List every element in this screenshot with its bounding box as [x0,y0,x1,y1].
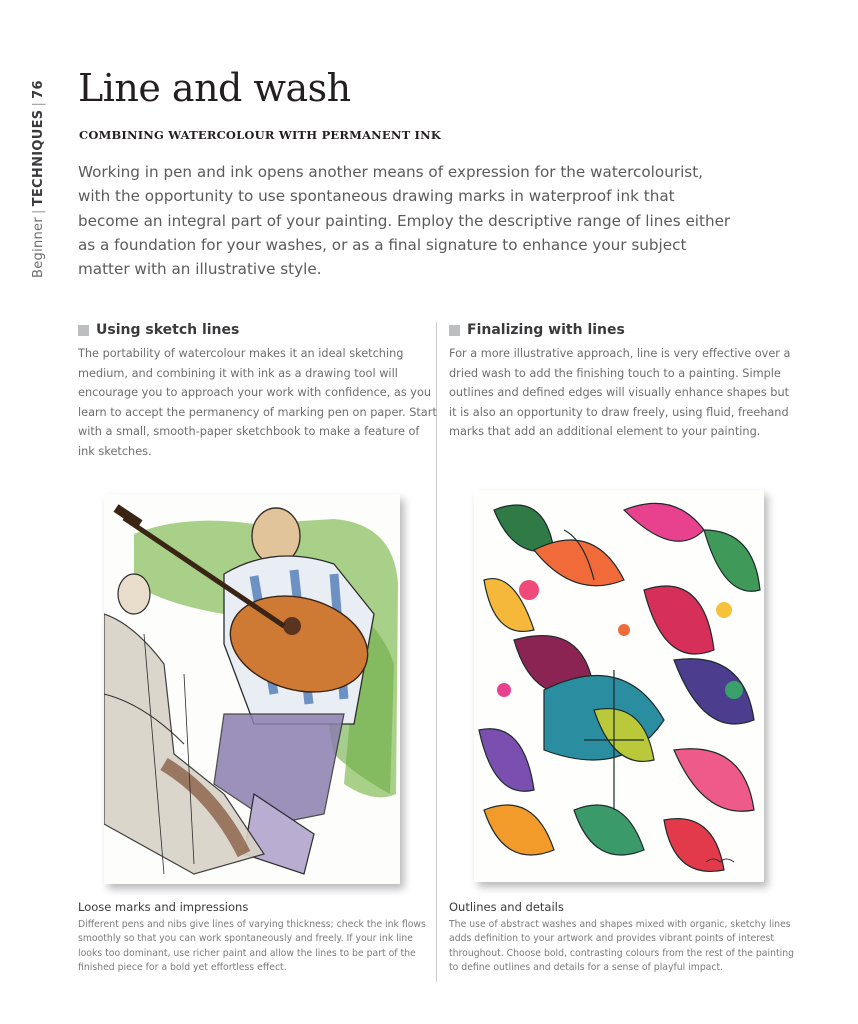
sketch-lines-body: The portability of watercolour makes it an ideal sketching medium, and combining it with ink as a drawing tool will encourage you to approach your work with confidence, as you learn to accept the permanency of marking pen on paper. Start with a small, smooth-paper sketchbook to make a feature of ink sketches. [78,347,437,458]
heading-using-sketch-lines [78,322,239,338]
level-label: Beginner [31,216,46,278]
square-bullet-icon [449,325,460,336]
heading-text: Finalizing with lines [467,322,625,338]
square-bullet-icon [78,325,89,336]
intro-paragraph: Working in pen and ink opens another means of expression for the watercolourist, with the opportunity to use spontaneous drawing marks in waterproof ink that become an integral part of your painting. Employ the descriptive range of lines either as a foundation for your washes, or as a final signature to enhance your subject matter with an illustrative style. [78,163,731,279]
caption-body-left: Different pens and nibs give lines of varying thickness; check the ink flows smoothly so that you can work spontaneously and freely. If your ink line looks too dominant, use richer paint and allow the lines to be part of the finished piece for a bold yet effortless effect. [78,919,426,973]
finalizing-lines-body: For a more illustrative approach, line is very effective over a dried wash to add the finishing touch to a painting. Simple outlines and defined edges will visually enhance shapes but it is also an opportunity to draw freely, using fluid, freehand marks that add an additional element to your painting. [449,347,791,439]
caption-title-left: Loose marks and impressions [78,900,249,914]
caption-title-right: Outlines and details [449,900,564,914]
guitarist-sketch-image [104,494,400,884]
floral-painting-image [474,490,764,882]
caption-body-right: The use of abstract washes and shapes mixed with organic, sketchy lines adds definition to your artwork and provides vibrant points of interest throughout. Choose bold, contrasting colours from the rest of the painting to define outlines and details for a sense of playful impact. [449,919,794,973]
running-header: Beginner|TECHNIQUES|76 [31,80,46,278]
page-title: Line and wash [78,66,351,110]
heading-text: Using sketch lines [96,322,240,338]
page-subtitle: COMBINING WATERCOLOUR WITH PERMANENT INK [79,128,442,142]
heading-finalizing-with-lines [449,322,625,338]
page-number: 76 [31,80,46,99]
section-label: TECHNIQUES [31,109,46,207]
